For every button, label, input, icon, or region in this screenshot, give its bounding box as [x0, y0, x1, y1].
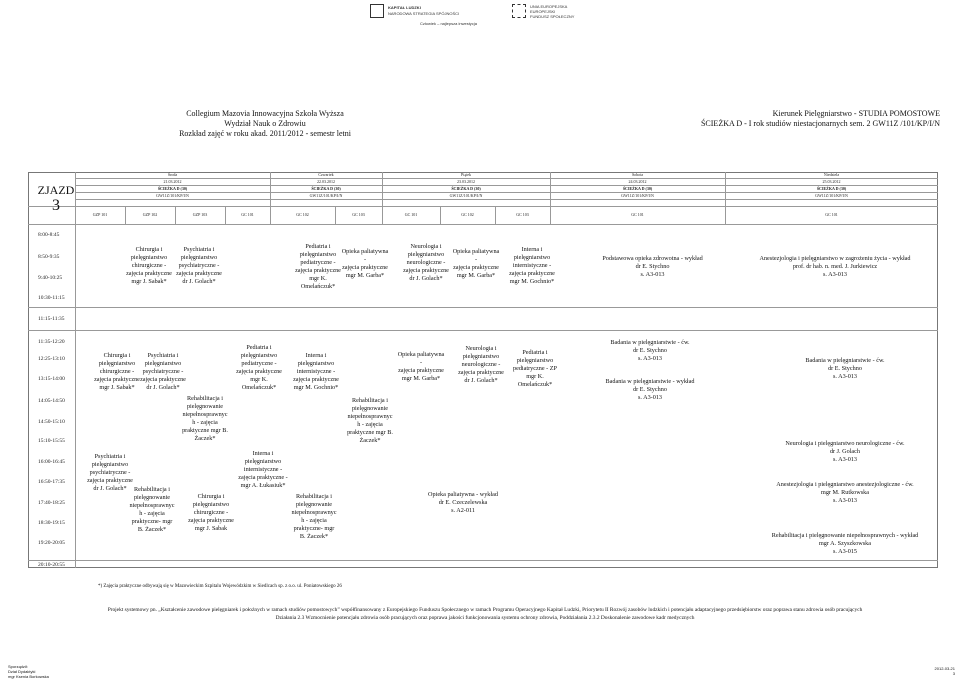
time-slot: 14:05-14:50: [38, 398, 65, 404]
class-cell: Chirurgia i pielęgniarstwo chirurgiczne - zajęcia praktyczne mgr J. Sabak*: [126, 246, 172, 285]
day-fri-group: GW11Z/101/KP/I/N: [449, 193, 483, 198]
time-slot: 18:30-19:15: [38, 520, 65, 526]
class-cell: Badania w pielęgniarstwie - ćw. dr E. Stychno s. A3-013: [610, 339, 690, 362]
class-cell: Anestezjologia i pielęgniarstwo anestezjologiczne - ćw. mgr M. Rutkowska s. A3-013: [776, 481, 914, 504]
group-code: GC 101: [241, 212, 254, 217]
day-sun-date: 25.03.2012: [822, 179, 841, 184]
day-wed-group: GW11Z/101/KP/I/N: [156, 193, 189, 198]
class-cell: Opieka paliatywna - zajęcia praktyczne mgr M. Garba*: [452, 248, 500, 279]
class-cell: Rehabilitacja i pielęgnowanie niepełnosprawnyc h - zajęcia praktyczne mgr B. Żaczek*: [182, 395, 228, 442]
class-cell: Opieka paliatywna - wykład dr E. Czeczelewska s. A2-011: [428, 491, 498, 514]
day-sun-name: Niedziela: [823, 172, 840, 177]
time-slot: 19:20-20:05: [38, 540, 65, 546]
time-slot: 14:50-15:10: [38, 419, 65, 425]
day-sat-date: 24.03.2012: [628, 179, 647, 184]
time-slot: 8:00-8:45: [38, 232, 60, 238]
eu-logo-text: UNIA EUROPEJSKA: [530, 4, 568, 9]
direction-header: [640, 109, 940, 129]
day-sat-group: GW11Z/101/KP/I/N: [621, 193, 654, 198]
group-code: GC 102: [296, 212, 309, 217]
class-cell: Rehabilitacja i pielęgnowanie niepełnosprawnych - wykład mgr A. Szyszkowska s. A3-015: [771, 532, 919, 555]
direction-name: Kierunek Pielęgniarstwo - STUDIA POMOSTOWE: [772, 109, 940, 118]
class-cell: Psychiatria i pielęgniarstwo psychiatryczne - zajęcia praktyczne dr J. Golach*: [176, 246, 222, 285]
class-cell: Interna i pielęgniarstwo internistyczne - zajęcia praktyczne mgr M. Gochnio*: [509, 246, 555, 285]
time-slot: 16:50-17:35: [38, 479, 65, 485]
path-name: ŚCIEŻKA D - I rok studiów niestacjonarnych sem. 2 GW11Z /101/KP/I/N: [700, 119, 940, 128]
class-cell: Neurologia i pielęgniarstwo neurologiczne - zajęcia praktyczne dr J. Golach*: [458, 345, 504, 384]
class-cell: Interna i pielęgniarstwo internistyczne - zajęcia praktyczne mgr M. Gochnio*: [293, 352, 339, 391]
time-slot: 12:25-13:10: [38, 356, 65, 362]
class-cell: Opieka paliatywna - zajęcia praktyczne mgr M. Garba*: [341, 248, 389, 279]
class-cell: Neurologia i pielęgniarstwo neurologiczne - ćw. dr J. Golach s. A3-013: [785, 440, 905, 463]
group-code: GC 103: [352, 212, 365, 217]
group-code: GZP 102: [142, 212, 158, 217]
class-cell: Rehabilitacja i pielęgnowanie niepełnosprawnyc h - zajęcia praktyczne mgr B. Żaczek*: [347, 397, 393, 444]
group-code: GC 101: [404, 212, 418, 217]
footnote: *) Zajęcia praktyczne odbywają się w Mazowieckim Szpitalu Wojewódzkim w Siedlcach sp. z o.o. ul. Poniatowskiego 26: [98, 584, 342, 589]
day-wed-path: ŚCIEŻKA D (30): [157, 186, 188, 191]
class-cell: Neurologia i pielęgniarstwo neurologiczne - zajęcia praktyczne dr J. Golach*: [403, 243, 449, 282]
kapital-logo-subtext: NARODOWA STRATEGIA SPÓJNOŚCI: [388, 11, 460, 16]
print-date: 2012-03-21 3: [934, 666, 955, 676]
class-cell: Badania w pielęgniarstwie - ćw. dr E. Stychno s. A3-013: [805, 357, 885, 380]
kapital-ludzki-logo-icon: [370, 4, 384, 18]
time-slot: 17:40-18:25: [38, 500, 65, 506]
day-fri-name: Piątek: [461, 172, 471, 177]
time-slot: 10:30-11:15: [38, 295, 65, 301]
day-wed-name: Środa: [167, 172, 178, 177]
time-slot: 15:10-15:55: [38, 438, 65, 444]
class-cell: Rehabilitacja i pielęgnowanie niepełnosprawnyc h - zajęcia praktyczne- mgr B. Żaczek*: [129, 486, 175, 533]
day-fri-path: ŚCIEŻKA D (30): [451, 186, 481, 191]
class-cell: Anestezjologia i pielęgniarstwo w zagrożeniu życia - wykład prof. dr hab. n. med. J. Jurkiewicz s. A3-013: [759, 255, 911, 278]
day-fri-date: 23.03.2012: [457, 179, 475, 184]
class-cell: Chirurgia i pielęgniarstwo chirurgiczne - zajęcia praktyczne mgr J. Sabak*: [94, 352, 140, 391]
class-cell: Pediatria i pielęgniarstwo pediatryczne - zajęcia praktyczne mgr K. Omelańczuk*: [295, 243, 341, 290]
group-code: GC 101: [631, 212, 644, 217]
logo-strip: [340, 2, 620, 26]
eu-logo-text-2: EUROPEJSKI: [530, 9, 556, 14]
project-line: Działania 2.3 Wzmocnienie potencjału zdrowia osób pracujących oraz poprawa jakości funkcjonowania systemu ochrony zdrowia, Poddziałania 2.3.2 Doskonalenie zawodowe kadr medycznych: [275, 615, 695, 621]
day-sat-path: ŚCIEŻKA D (30): [622, 186, 653, 191]
class-cell: Pediatria i pielęgniarstwo pediatryczne - ZP mgr K. Omelańczuk*: [513, 349, 557, 388]
eu-logo-text-3: FUNDUSZ SPOŁECZNY: [530, 14, 575, 19]
class-cell: Psychiatria i pielęgniarstwo psychiatryczne - zajęcia praktyczne dr J. Golach*: [140, 352, 186, 391]
faculty-name: Wydział Nauk o Zdrowiu: [224, 119, 306, 128]
day-sun-group: GW11Z/101/KP/I/N: [815, 193, 848, 198]
day-thu-name: Czwartek: [318, 172, 334, 177]
class-cell: Rehabilitacja i pielęgnowanie niepełnosprawnyc h - zajęcia praktyczne- mgr B. Żaczek*: [291, 493, 337, 540]
zjazd-label: [37, 183, 75, 215]
class-cell: Psychiatria i pielęgniarstwo psychiatryczne - zajęcia praktyczne dr J. Golach*: [87, 453, 133, 492]
time-slot: 16:00-16:45: [38, 459, 65, 465]
group-code: GZP 101: [92, 212, 108, 217]
day-thu-date: 22.03.2012: [317, 179, 335, 184]
time-slot: 13:15-14:00: [38, 376, 65, 382]
day-wed-date: 21.03.2012: [163, 179, 182, 184]
class-cell: Podstawowa opieka zdrowotna - wykład dr E. Stychno s. A3-013: [602, 255, 703, 278]
project-line: Projekt systemowy pn. „Kształcenie zawodowe pielęgniarek i położnych w ramach studiów pomostowych” współfinansowany z Europejskiego Funduszu Społecznego w ramach Programu Operacyjnego Kapitał Ludzki, Priorytetu II Rozwój zasobów ludzkich i potencjału adaptacyjnego przedsiębiorstw oraz poprawa stanu zdrowia osób pracujących: [107, 607, 863, 613]
time-slot: 8:50-9:35: [38, 254, 60, 260]
class-cell: Badania w pielęgniarstwie - wykład dr E. Stychno s. A3-013: [605, 378, 695, 401]
class-cell: Interna i pielęgniarstwo internistyczne - zajęcia praktyczne - mgr A. Łukasiuk*: [238, 450, 288, 489]
kapital-logo-text: KAPITAŁ LUDZKI: [388, 5, 421, 10]
class-cell: Chirurgia i pielęgniarstwo chirurgiczne - zajęcia praktyczne mgr J. Sabak: [188, 493, 234, 532]
schedule-title: Rozkład zajęć w roku akad. 2011/2012 - semestr letni: [179, 129, 351, 138]
school-name: Collegium Mazovia Innowacyjna Szkoła Wyższa: [186, 109, 344, 118]
zjazd-number: 3: [52, 197, 60, 214]
class-cell: Pediatria i pielęgniarstwo pediatryczne - zajęcia praktyczne mgr K. Omelańczuk*: [236, 344, 282, 391]
time-slot: 11:35-12:20: [38, 339, 65, 345]
group-code: GC 101: [825, 212, 838, 217]
group-code: GC 102: [461, 212, 474, 217]
day-thu-path: ŚCIEŻKA D (30): [311, 186, 341, 191]
eu-flag-icon: [512, 4, 526, 18]
project-info: [20, 606, 950, 622]
group-code: GC 103: [516, 212, 529, 217]
class-cell: Opieka paliatywna - zajęcia praktyczne mgr M. Garba*: [397, 351, 445, 382]
school-header: [165, 109, 365, 139]
time-slot: 9:40-10:25: [38, 275, 63, 281]
signature: Sporządził: Dział Dydaktyki mgr Ksenia Borkowska: [8, 664, 49, 679]
time-slot: 20:10-20:55: [38, 562, 65, 568]
day-sat-name: Sobota: [631, 172, 644, 177]
day-thu-group: GW11Z/101/KP/I/N: [309, 193, 343, 198]
logo-slogan: Człowiek – najlepsza inwestycja: [420, 21, 477, 26]
break-slot: 11:15-11:35: [38, 316, 65, 322]
day-sun-path: ŚCIEŻKA D (30): [816, 186, 847, 191]
group-code: GZP 103: [192, 212, 208, 217]
zjazd-title: ZJAZD: [37, 183, 75, 197]
